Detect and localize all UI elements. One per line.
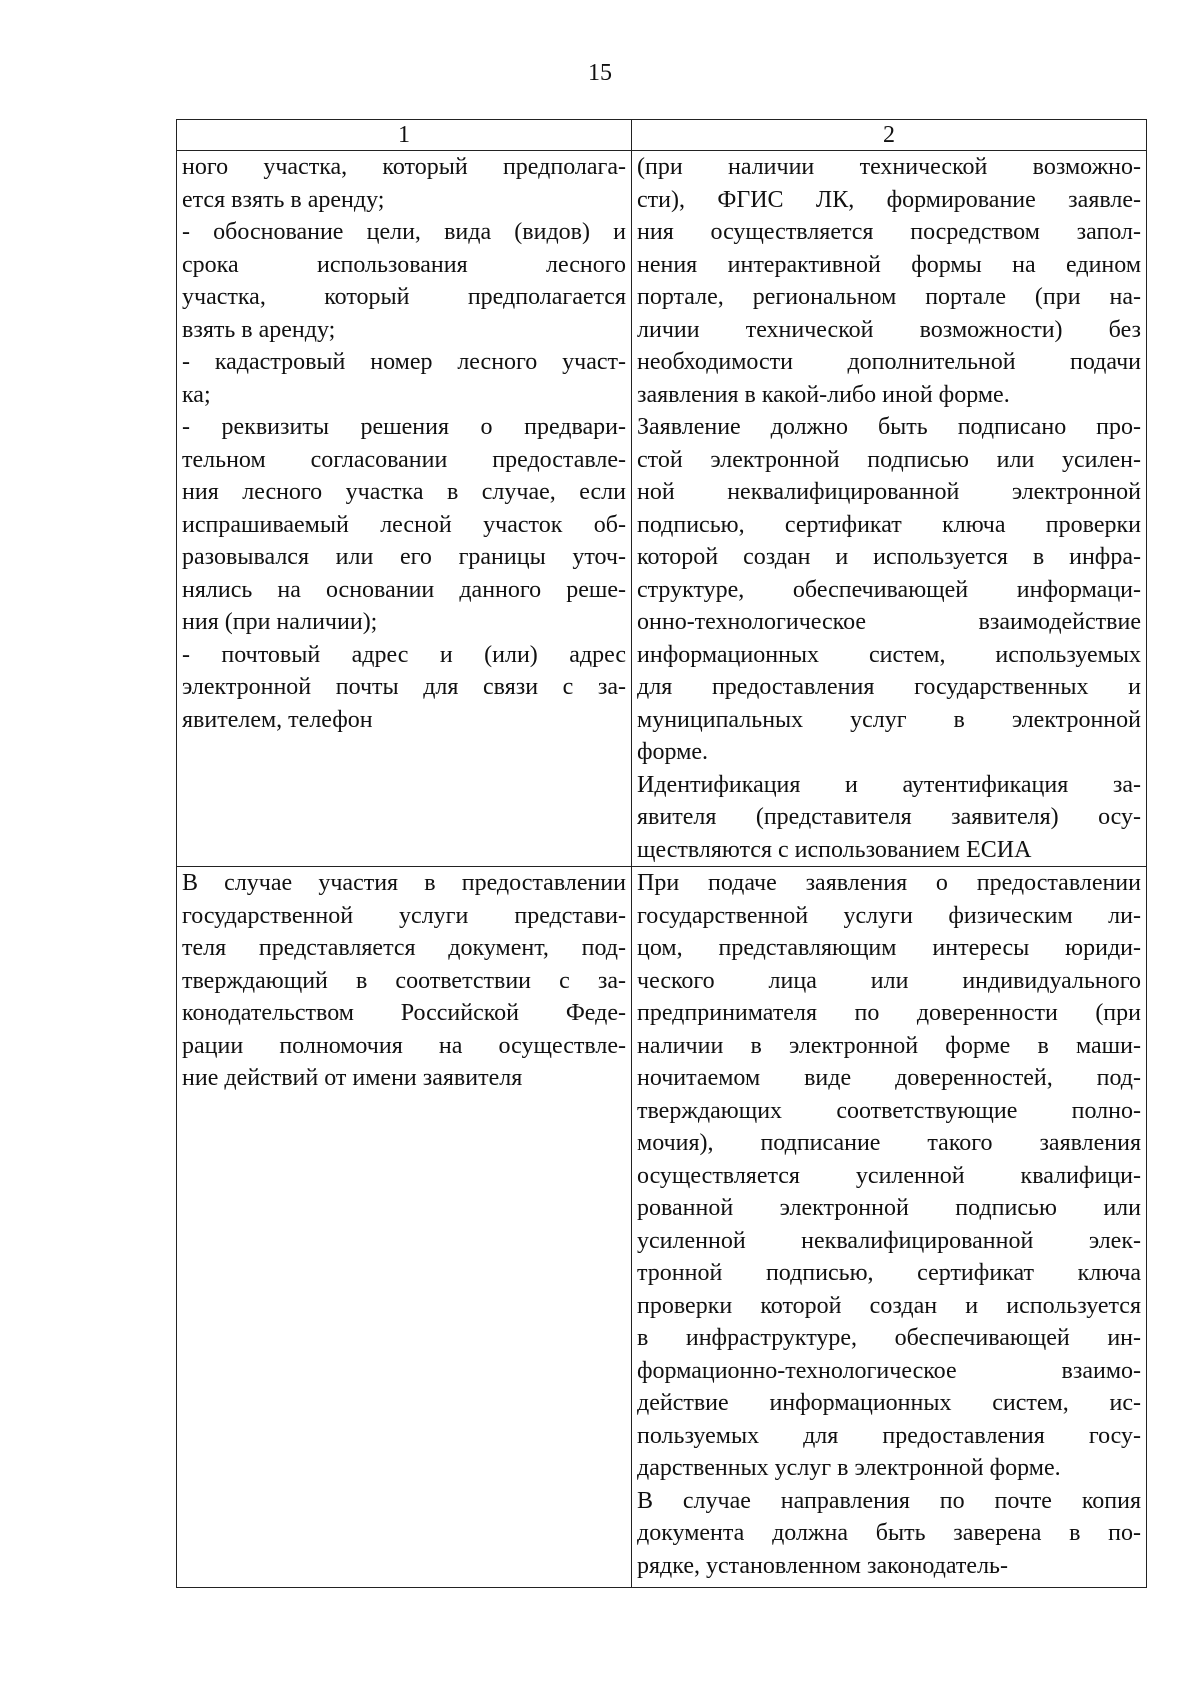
text-line: дарственных услуг в электронной форме.	[637, 1455, 1061, 1481]
text-line: ного участка, который предполага-	[182, 154, 626, 180]
cell-paragraph	[182, 216, 626, 346]
text-line: (при наличии технической возможно-	[637, 154, 1141, 180]
text-line: ществляются с использованием ЕСИА	[637, 836, 1032, 863]
text-line: При подаче заявления о предоставлении	[637, 870, 1141, 896]
page-number: 15	[588, 60, 612, 86]
text-line: электронной почты для связи с за-	[182, 674, 626, 700]
table-cell	[177, 151, 632, 867]
text-line: ние действий от имени заявителя	[182, 1065, 523, 1091]
text-line: ния (при наличии);	[182, 609, 378, 635]
text-line: рядке, установленном законодатель-	[637, 1552, 1008, 1579]
cell-paragraph	[637, 1485, 1141, 1583]
text-line: которой создан и используется в инфра-	[637, 544, 1141, 570]
text-line: В случае направления по почте копия	[637, 1487, 1141, 1514]
column-header-2: 2	[632, 120, 1147, 151]
table-row	[177, 867, 1147, 1588]
cell-paragraph	[182, 411, 626, 639]
text-line: тверждающий в соответствии с за-	[182, 967, 626, 994]
text-line: государственной услуги представи-	[182, 902, 626, 929]
text-line: тверждающих соответствующие полно-	[637, 1097, 1141, 1124]
text-line: взять в аренду;	[182, 316, 336, 343]
cell-paragraph	[182, 639, 626, 737]
cell-paragraph	[637, 411, 1141, 769]
text-line: предпринимателя по доверенности (при	[637, 1000, 1141, 1026]
text-line: рации полномочия на осуществле-	[182, 1032, 626, 1059]
document-table	[176, 119, 1147, 1588]
text-line: необходимости дополнительной подачи	[637, 349, 1141, 375]
text-line: В случае участия в предоставлении	[182, 870, 626, 896]
text-line: форме.	[637, 739, 709, 765]
text-line: - реквизиты решения о предвари-	[182, 414, 626, 440]
text-line: личии технической возможности) без	[637, 316, 1141, 343]
table-cell	[632, 867, 1147, 1588]
text-line: ка;	[182, 381, 211, 408]
text-line: заявления в какой-либо иной форме.	[637, 381, 1010, 408]
text-line: цом, представляющим интересы юриди-	[637, 935, 1141, 961]
text-line: структуре, обеспечивающей информаци-	[637, 576, 1141, 603]
text-line: Заявление должно быть подписано про-	[637, 414, 1141, 440]
text-line: подписью, сертификат ключа проверки	[637, 511, 1141, 538]
text-line: действие информационных систем, ис-	[637, 1390, 1141, 1416]
text-line: портале, региональном портале (при на-	[637, 284, 1141, 310]
text-line: - почтовый адрес и (или) адрес	[182, 641, 626, 668]
column-header-1: 1	[177, 120, 632, 151]
text-line: документа должна быть заверена в по-	[637, 1520, 1141, 1546]
text-line: нялись на основании данного реше-	[182, 576, 626, 603]
table-header-row	[177, 120, 1147, 151]
text-line: - обоснование цели, вида (видов) и	[182, 219, 626, 245]
text-line: усиленной неквалифицированной элек-	[637, 1227, 1141, 1254]
text-line: ется взять в аренду;	[182, 186, 385, 213]
text-line: проверки которой создан и используется	[637, 1292, 1141, 1319]
text-line: испрашиваемый лесной участок об-	[182, 511, 626, 538]
text-line: рованной электронной подписью или	[637, 1195, 1141, 1221]
text-line: ческого лица или индивидуального	[637, 967, 1141, 994]
cell-paragraph	[182, 867, 626, 1095]
text-line: ной неквалифицированной электронной	[637, 479, 1141, 505]
cell-paragraph	[637, 769, 1141, 867]
text-line: информационных систем, используемых	[637, 641, 1141, 668]
text-line: государственной услуги физическим ли-	[637, 902, 1141, 929]
text-line: для предоставления государственных и	[637, 674, 1141, 700]
text-line: конодательством Российской Феде-	[182, 1000, 626, 1026]
text-line: - кадастровый номер лесного участ-	[182, 349, 626, 375]
text-line: нения интерактивной формы на едином	[637, 251, 1141, 278]
text-line: стой электронной подписью или усилен-	[637, 446, 1141, 473]
text-line: явителя (представителя заявителя) осу-	[637, 804, 1141, 830]
table-cell	[177, 867, 632, 1588]
text-line: сти), ФГИС ЛК, формирование заявле-	[637, 186, 1141, 213]
text-line: онно-технологическое взаимодействие	[637, 609, 1141, 635]
text-line: явителем, телефон	[182, 706, 373, 733]
text-line: ночитаемом виде доверенностей, под-	[637, 1065, 1141, 1091]
cell-paragraph	[182, 346, 626, 411]
text-line: муниципальных услуг в электронной	[637, 706, 1141, 733]
text-line: наличии в электронной форме в маши-	[637, 1032, 1141, 1059]
text-line: теля представляется документ, под-	[182, 935, 626, 961]
text-line: мочия), подписание такого заявления	[637, 1130, 1141, 1156]
table-row	[177, 151, 1147, 867]
text-line: ния осуществляется посредством запол-	[637, 219, 1141, 245]
cell-paragraph	[637, 867, 1141, 1485]
cell-paragraph	[182, 151, 626, 216]
text-line: разовывался или его границы уточ-	[182, 544, 626, 570]
text-line: тельном согласовании предоставле-	[182, 446, 626, 473]
text-line: осуществляется усиленной квалифици-	[637, 1162, 1141, 1189]
text-line: ния лесного участка в случае, если	[182, 479, 626, 505]
text-line: срока использования лесного	[182, 251, 626, 278]
text-line: тронной подписью, сертификат ключа	[637, 1260, 1141, 1286]
text-line: Идентификация и аутентификация за-	[637, 771, 1141, 798]
text-line: формационно-технологическое взаимо-	[637, 1357, 1141, 1384]
cell-paragraph	[637, 151, 1141, 411]
text-line: в инфраструктуре, обеспечивающей ин-	[637, 1325, 1141, 1351]
text-line: пользуемых для предоставления госу-	[637, 1422, 1141, 1449]
text-line: участка, который предполагается	[182, 284, 626, 310]
table-cell	[632, 151, 1147, 867]
